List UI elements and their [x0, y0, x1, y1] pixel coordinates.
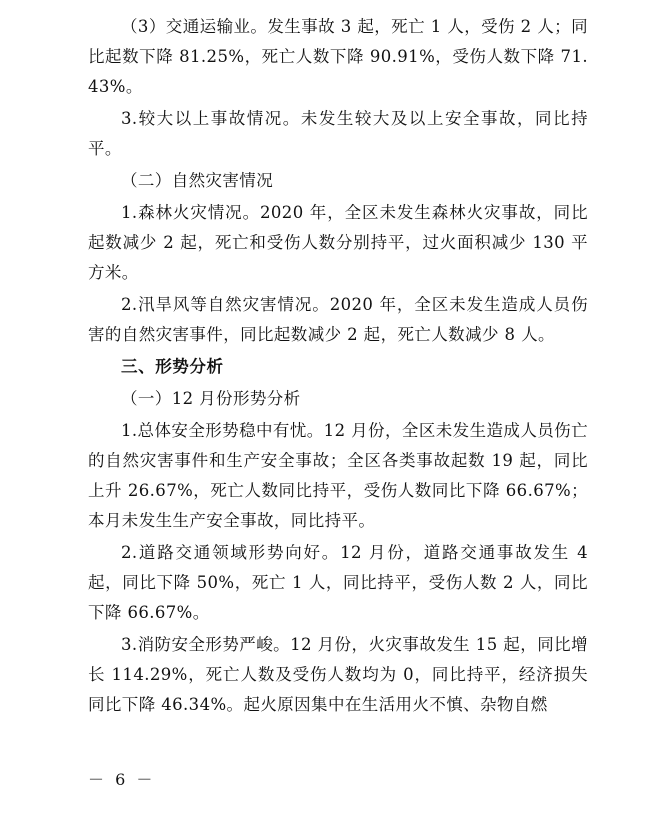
- document-body: [88, 12, 588, 722]
- paragraph-flood-drought-wind: 2.汛旱风等自然灾害情况。2020 年，全区未发生造成人员伤害的自然灾害事件，同比起数减少 2 起，死亡人数减少 8 人。: [88, 295, 588, 344]
- paragraph-fire-safety: 3.消防安全形势严峻。12 月份，火灾事故发生 15 起，同比增长 114.29%，死亡人数及受伤人数均为 0，同比持平，经济损失同比下降 46.34%。起火原因集中在生活用火不慎、杂物自燃: [88, 635, 588, 714]
- page-number: － 6 －: [88, 770, 156, 789]
- section-heading-situation-analysis: 三、形势分析: [121, 357, 224, 376]
- paragraph-overall-safety: 1.总体安全形势稳中有忧。12 月份，全区未发生造成人员伤亡的自然灾害事件和生产安全事故；全区各类事故起数 19 起，同比上升 26.67%，死亡人数同比持平，受伤人数同比下降 66.67%；本月未发生生产安全事故，同比持平。: [88, 421, 588, 530]
- section-heading-natural-disasters: （二）自然灾害情况: [121, 171, 274, 190]
- section-heading-december-analysis: （一）12 月份形势分析: [121, 389, 301, 408]
- paragraph-forest-fire: 1.森林火灾情况。2020 年，全区未发生森林火灾事故，同比起数减少 2 起，死亡和受伤人数分别持平，过火面积减少 130 平方米。: [88, 203, 588, 282]
- paragraph-road-traffic: 2.道路交通领域形势向好。12 月份，道路交通事故发生 4 起，同比下降 50%，死亡 1 人，同比持平，受伤人数 2 人，同比下降 66.67%。: [88, 543, 588, 622]
- paragraph-major-accidents: 3.较大以上事故情况。未发生较大及以上安全事故，同比持平。: [88, 109, 588, 158]
- paragraph-transport: （3）交通运输业。发生事故 3 起，死亡 1 人，受伤 2 人；同比起数下降 81.25%，死亡人数下降 90.91%，受伤人数下降 71.43%。: [88, 17, 588, 96]
